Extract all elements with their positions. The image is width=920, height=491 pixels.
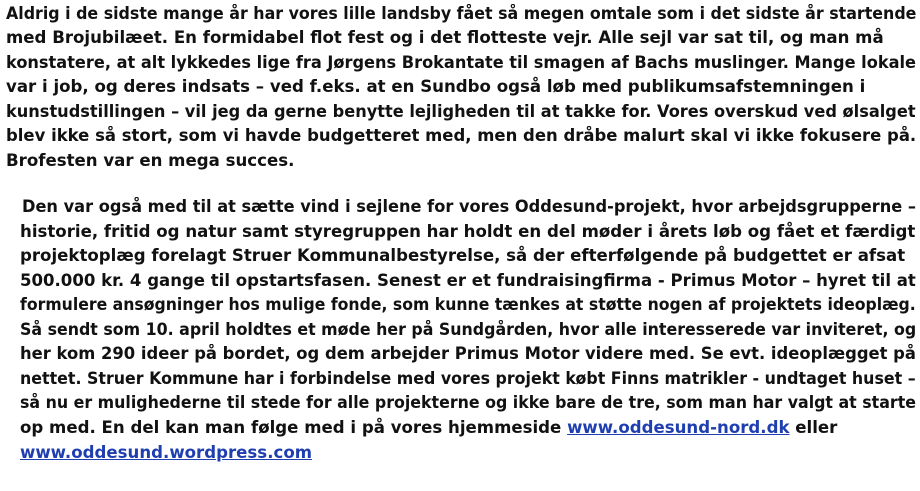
paragraph-2-line-11 — [20, 441, 312, 465]
paragraph-2-line-6: Så sendt som 10. april holdtes et møde her på Sundgården, hvor alle interesserede var inviteret, og — [20, 320, 917, 339]
paragraph-1-line-3: konstatere, at alt lykkedes lige fra Jørgens Brokantate til smagen af Bachs muslinger. Mange lokale — [6, 53, 916, 72]
paragraph-2-line-4: 500.000 kr. 4 gange til opstartsfasen. Senest er et fundraisingfirma - Primus Motor – hyret til at — [20, 271, 916, 290]
paragraph-1-line-1: Aldrig i de sidste mange år har vores lille landsby fået så megen omtale som i det sidste år startende — [6, 4, 917, 23]
link-oddesund-nord[interactable]: www.oddesund-nord.dk — [567, 418, 790, 437]
paragraph-2-line-9: så nu er mulighederne til stede for alle projekterne og ikke bare de tre, som man har valgt at starte — [20, 393, 916, 412]
paragraph-2-line-10 — [20, 416, 837, 440]
paragraph-1-line-4: var i job, og deres indsats – ved f.eks. at en Sundbo også løb med publikumsafstemningen i — [6, 77, 866, 96]
paragraph-2-line-8: nettet. Struer Kommune har i forbindelse med vores projekt købt Finns matrikler - undtaget huset – — [20, 369, 916, 388]
link-oddesund-wordpress[interactable]: www.oddesund.wordpress.com — [20, 443, 313, 462]
paragraph-1-line-6: blev ikke så stort, som vi havde budgetteret med, men den dråbe malurt skal vi ikke fokusere på. — [6, 126, 917, 145]
paragraph-2-line-5: formulere ansøgninger hos mulige fonde, som kunne tænkes at støtte nogen af projektets ideoplæg. — [20, 295, 916, 314]
paragraph-2-line-2: historie, fritid og natur samt styregruppen har holdt en del møder i årets løb og fået et færdigt — [20, 222, 916, 241]
paragraph-2-line-1: Den var også med til at sætte vind i sejlene for vores Oddesund-projekt, hvor arbejdsgrupperne – — [22, 197, 917, 216]
paragraph-2-line-7: her kom 290 ideer på bordet, og dem arbejder Primus Motor videre med. Se evt. ideoplægget på — [20, 344, 916, 363]
paragraph-2-line-3: projektoplæg forelagt Struer Kommunalbestyrelse, så der efterfølgende på budgettet er afsat — [20, 246, 906, 265]
paragraph-1-line-5: kunstudstillingen – vil jeg da gerne benytte lejligheden til at takke for. Vores overskud ved ølsalget — [6, 102, 916, 121]
line-text-after-link: eller — [789, 418, 838, 437]
paragraph-1-line-7: Brofesten var en mega succes. — [6, 151, 295, 170]
line-text-before-link: op med. En del kan man følge med i på vores hjemmeside — [20, 418, 568, 437]
paragraph-1-line-2: med Brojubilæet. En formidabel flot fest og i det flotteste vejr. Alle sejl var sat til, og man må — [6, 28, 884, 47]
